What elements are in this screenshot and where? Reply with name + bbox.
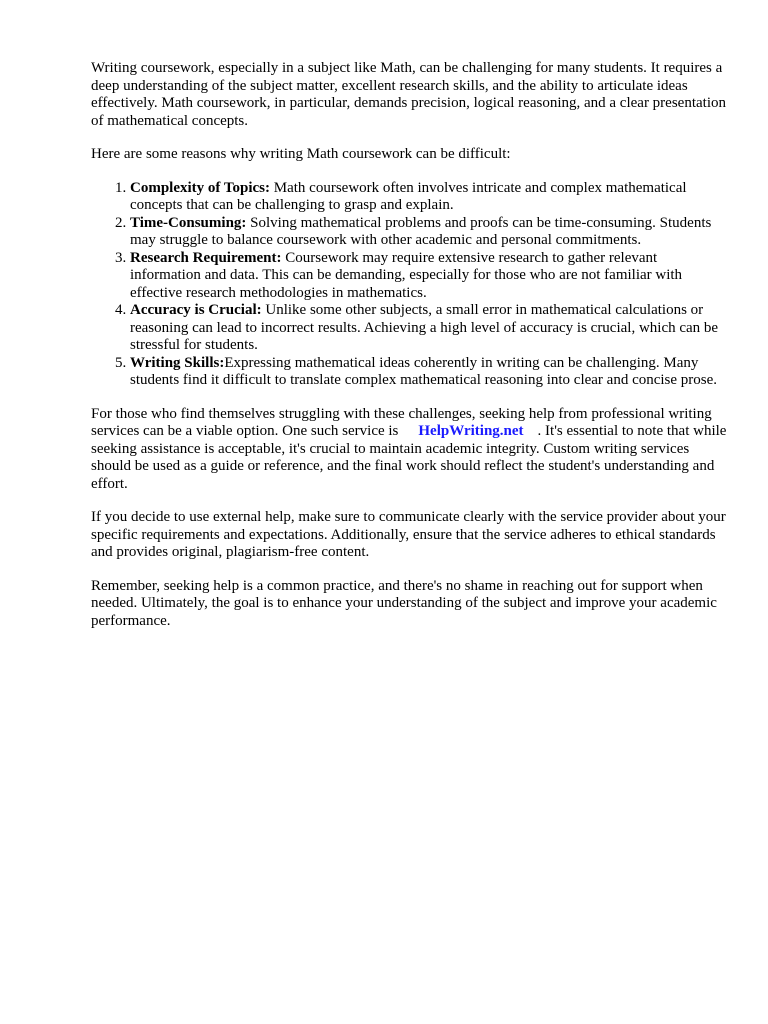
list-item-text: Solving mathematical problems and proofs can be time-consuming. Students may struggle to balance coursework with other academic and personal commitments. bbox=[130, 214, 712, 248]
list-item-term: Research Requirement: bbox=[130, 249, 282, 266]
list-item bbox=[130, 355, 727, 390]
list-item bbox=[130, 302, 727, 355]
list-item-text: Expressing mathematical ideas coherently in writing can be challenging. Many students find it difficult to translate complex mathematical reasoning into clear and concise prose. bbox=[130, 354, 718, 388]
list-item-text: Unlike some other subjects, a small error in mathematical calculations or reasoning can lead to incorrect results. Achieving a high level of accuracy is crucial, which can be stressful for students. bbox=[130, 302, 719, 353]
closing-paragraph: Remember, seeking help is a common practice, and there's no shame in reaching out for support when needed. Ultimately, the goal is to enhance your understanding of the subject and improve your academic performance. bbox=[91, 577, 717, 629]
list-item-text: Math coursework often involves intricate and complex mathematical concepts that can be challenging to grasp and explain. bbox=[130, 179, 687, 213]
list-item bbox=[130, 180, 727, 215]
list-item-term: Complexity of Topics: bbox=[130, 179, 271, 196]
help-paragraph bbox=[91, 406, 727, 494]
list-item-term: Accuracy is Crucial: bbox=[130, 302, 262, 318]
reasons-lead-paragraph: Here are some reasons why writing Math coursework can be difficult: bbox=[91, 146, 511, 162]
help-text-after: . It's essential to note that while seeking assistance is acceptable, it's crucial to maintain academic integrity. Custom writing services should be used as a guide or reference, and the final work should reflect the student's understanding and effort. bbox=[91, 423, 727, 492]
list-item-term: Time-Consuming: bbox=[130, 214, 247, 231]
list-item-term: Writing Skills: bbox=[130, 354, 225, 371]
document-body bbox=[91, 60, 727, 646]
reasons-list bbox=[91, 180, 727, 390]
intro-paragraph: Writing coursework, especially in a subject like Math, can be challenging for many students. It requires a deep understanding of the subject matter, excellent research skills, and the ability to articulate ideas effectively. Math coursework, in particular, demands precision, logical reasoning, and a clear presentation of mathematical concepts. bbox=[91, 60, 726, 129]
external-help-paragraph: If you decide to use external help, make sure to communicate clearly with the service provider about your specific requirements and expectations. Additionally, ensure that the service adheres to ethical standards and provides original, plagiarism-free content. bbox=[91, 509, 726, 560]
list-item-text: Coursework may require extensive research to gather relevant information and data. This can be demanding, especially for those who are not familiar with effective research methodologies in mathematics. bbox=[130, 249, 683, 301]
list-item bbox=[130, 250, 727, 303]
helpwriting-link[interactable]: HelpWriting.net bbox=[418, 423, 524, 439]
help-text-before: For those who find themselves struggling with these challenges, seeking help from professional writing services can be a viable option. One such service is bbox=[91, 405, 712, 439]
list-item bbox=[130, 215, 727, 250]
